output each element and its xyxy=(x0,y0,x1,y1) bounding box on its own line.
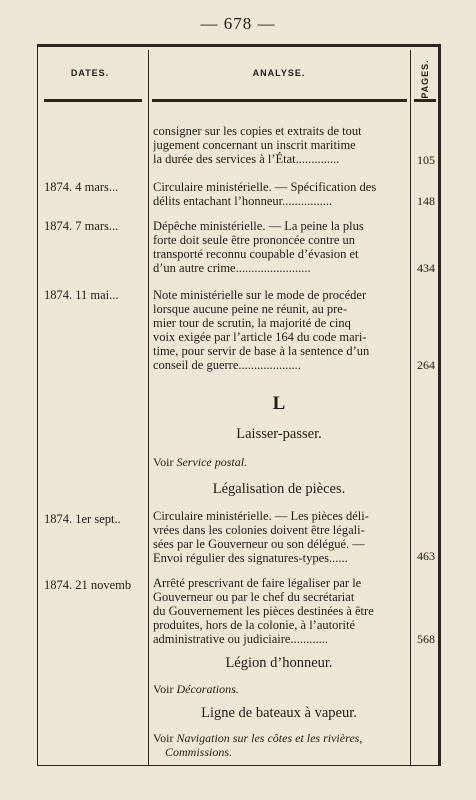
entry-line: délits entachant l’honneur................ xyxy=(153,194,333,208)
entry-line: time, pour servir de base à la sentence d’un xyxy=(153,344,370,358)
see-reference xyxy=(153,455,247,469)
header-rule-analyse xyxy=(152,99,407,102)
entry-text xyxy=(153,288,407,372)
entry-line: Note ministérielle sur le mode de procéder xyxy=(153,288,367,302)
entry-line: conseil de guerre.................... xyxy=(153,358,301,372)
entry-date: 1874. 4 mars... xyxy=(44,180,119,194)
entry-line: d’un autre crime........................ xyxy=(153,261,311,275)
header-rule-dates xyxy=(44,99,142,102)
entry-text xyxy=(153,509,407,565)
entry-line: sées par le Gouverneur ou son délégué. — xyxy=(153,537,365,551)
entry-line: la durée des services à l’État.............. xyxy=(153,152,340,166)
entry-text xyxy=(153,180,407,208)
entry-page: 463 xyxy=(417,549,435,563)
entry-date: 1874. 21 novemb xyxy=(44,578,132,592)
entry-line: consigner sur les copies et extraits de tout xyxy=(153,124,362,138)
column-divider-dates xyxy=(148,50,149,765)
section-heading: Légalisation de pièces. xyxy=(212,481,346,497)
entry-line: transporté reconnu coupable d’évasion et xyxy=(153,247,359,261)
see-target: Navigation sur les côtes et les rivières, xyxy=(176,731,363,745)
entry-line: Envoi régulier des signatures-types...... xyxy=(153,551,348,565)
entry-page: 568 xyxy=(417,632,435,646)
section-heading: Laisser-passer. xyxy=(236,426,322,442)
section-heading: Ligne de bateaux à vapeur. xyxy=(201,705,357,721)
see-label: Voir xyxy=(153,731,174,745)
entry-text xyxy=(153,219,407,275)
see-reference xyxy=(153,731,362,759)
header-dates: DATES. xyxy=(70,68,110,78)
entry-date: 1874. 7 mars... xyxy=(44,219,119,233)
entry-date: 1874. 1er sept.. xyxy=(44,512,121,526)
section-heading: Légion d’honneur. xyxy=(225,655,333,671)
entry-page: 105 xyxy=(417,153,435,167)
header-rule-pages xyxy=(414,99,436,102)
see-label: Voir xyxy=(153,682,174,696)
entry-text xyxy=(153,576,407,646)
see-target: Décorations. xyxy=(176,682,239,696)
entry-line: du Gouvernement les pièces destinées à être xyxy=(153,604,374,618)
header-pages: PAGES. xyxy=(420,59,430,99)
see-reference xyxy=(153,682,239,696)
entry-line: Arrêté prescrivant de faire légaliser par le xyxy=(153,576,362,590)
entry-text xyxy=(153,124,407,166)
entry-line: mier tour de scrutin, la majorité de cinq xyxy=(153,316,351,330)
header-analyse: ANALYSE. xyxy=(252,68,306,78)
entry-line: Dépêche ministérielle. — La peine la plus xyxy=(153,219,364,233)
see-target: Service postal. xyxy=(176,455,248,469)
entry-line: produites, hors de la colonie, à l’autorité xyxy=(153,618,356,632)
entry-line: Gouverneur ou par le chef du secrétariat xyxy=(153,590,355,604)
entry-line: forte doit seule être prononcée contre un xyxy=(153,233,355,247)
column-divider-pages xyxy=(410,50,411,765)
section-letter: L xyxy=(272,393,286,414)
entry-line: jugement concernant un inscrit maritime xyxy=(153,138,356,152)
entry-line: voix exigée par l’article 164 du code mari- xyxy=(153,330,367,344)
page-number: — 678 — xyxy=(200,14,276,33)
entry-line: administrative ou judiciaire............ xyxy=(153,632,328,646)
entry-page: 264 xyxy=(417,358,435,372)
see-label: Voir xyxy=(153,455,174,469)
entry-date: 1874. 11 mai... xyxy=(44,288,119,302)
entry-line: lorsque aucune peine ne réunit, au pre- xyxy=(153,302,348,316)
entry-line: Circulaire ministérielle. — Les pièces déli- xyxy=(153,509,369,523)
entry-page: 434 xyxy=(417,261,435,275)
see-target: Commissions. xyxy=(165,745,233,759)
entry-page: 148 xyxy=(417,194,435,208)
entry-line: Circulaire ministérielle. — Spécification des xyxy=(153,180,377,194)
entry-line: vrées dans les colonies doivent être légali- xyxy=(153,523,365,537)
